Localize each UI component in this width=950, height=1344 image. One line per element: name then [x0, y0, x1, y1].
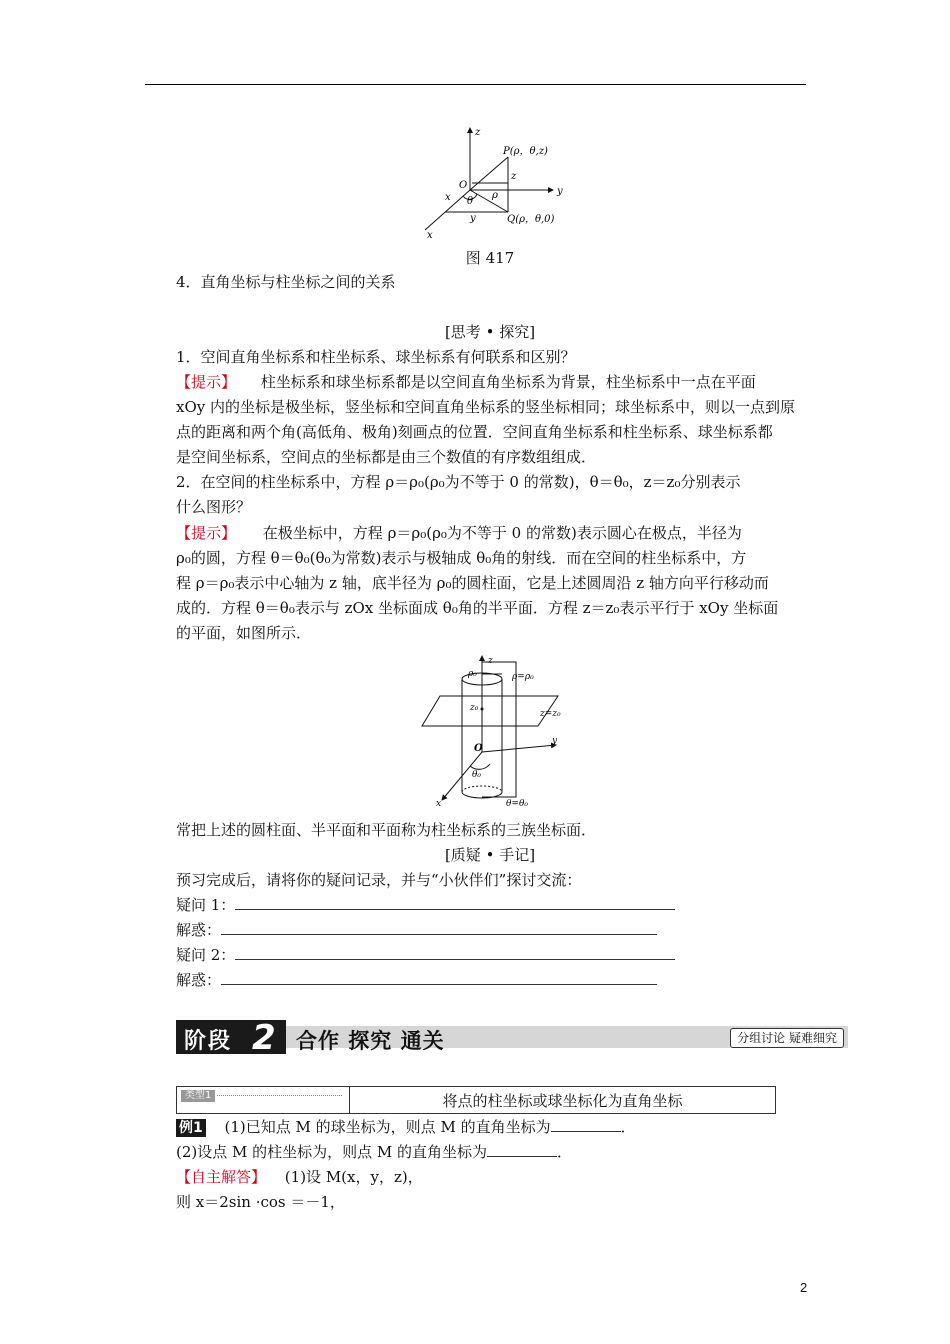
- solution-line-2: 则 x＝2sin ·cos ＝－1，: [176, 1193, 345, 1211]
- stage-label: 阶段: [184, 1029, 233, 1054]
- note-a1-label: 解惑：: [176, 921, 222, 939]
- type-title: 将点的柱坐标或球坐标化为直角坐标: [442, 1092, 683, 1110]
- label-rho: ρ: [492, 190, 498, 201]
- example-text-2: (2)设点 M 的柱坐标为，则点 M 的直角坐标为: [176, 1143, 488, 1161]
- figure-coordinate-surfaces: [420, 652, 580, 808]
- answer-2-line-2: ρ₀的圆，方程 θ＝θ₀(θ₀为常数)表示与极轴成 θ₀角的射线．而在空间的柱坐标系中，方: [176, 549, 747, 567]
- example-label: 例1: [176, 1119, 206, 1137]
- note-answer-2: [176, 970, 657, 990]
- question-1: 1．空间直角坐标系和柱坐标系、球坐标系有何联系和区别？: [176, 348, 576, 366]
- example-line-1: [176, 1117, 636, 1137]
- stage-title: 合作 探究 通关: [296, 1029, 445, 1053]
- note-a2-label: 解惑：: [176, 971, 222, 989]
- question-2-line-1: 2．在空间的柱坐标系中，方程 ρ＝ρ₀(ρ₀为不等于 0 的常数)，θ＝θ₀，z＝z₀分别表示: [176, 473, 741, 491]
- answer-2-line-3: 程 ρ＝ρ₀表示中心轴为 z 轴，底半径为 ρ₀的圆柱面，它是上述圆周沿 z 轴方向平行移动而: [176, 574, 769, 592]
- note-a1-field[interactable]: [221, 920, 657, 935]
- label-o: O: [459, 180, 468, 191]
- answer-1-text: 柱坐标系和球坐标系都是以空间直角坐标系为背景，柱坐标系中一点在平面: [260, 373, 756, 391]
- f2-label-theta0: θ₀: [472, 770, 482, 780]
- label-p: P(ρ，θ,z): [503, 146, 548, 157]
- section4-title: 4．直角坐标与柱坐标之间的关系: [176, 273, 396, 291]
- note-q1-field[interactable]: [235, 895, 675, 910]
- f2-label-z0: z₀: [470, 703, 479, 713]
- page-number: 2: [800, 1280, 808, 1295]
- note-question-1: [176, 895, 675, 915]
- think-heading: [思考 • 探究]: [444, 323, 536, 341]
- example-blank-2[interactable]: [487, 1142, 557, 1157]
- rho-segment: [470, 190, 508, 212]
- note-question-2: [176, 945, 675, 965]
- plane-z0: [422, 696, 558, 726]
- question-2-line-2: 什么图形？: [176, 498, 252, 516]
- op-segment: [470, 157, 508, 190]
- f2-label-o: O: [474, 743, 483, 754]
- f2-label-z-eq: z=z₀: [540, 709, 561, 719]
- label-theta: θ: [467, 196, 474, 207]
- example-line-2: [176, 1142, 572, 1162]
- answer-1-line-1: [176, 372, 756, 392]
- answer-1-line-4: 是空间坐标系，空间点的坐标都是由三个数值的有序数组组成．: [176, 448, 597, 466]
- stage-banner: [176, 1018, 848, 1058]
- f2-label-rho0: ρ₀: [468, 669, 477, 679]
- f2-label-z: z: [488, 656, 493, 666]
- example-end-1: ．: [620, 1118, 636, 1136]
- figure-cylindrical-coordinates: [415, 122, 595, 240]
- label-y: y: [557, 186, 563, 197]
- answer-2-line-1: [176, 523, 742, 543]
- label-z-seg: z: [511, 171, 517, 182]
- answer-2-text: 在极坐标中，方程 ρ＝ρ₀(ρ₀为不等于 0 的常数)表示圆心在极点，半径为: [262, 524, 742, 542]
- note-q2-field[interactable]: [235, 945, 675, 960]
- figure1-caption: 图 417: [465, 249, 515, 267]
- solution-line-1: [176, 1167, 423, 1187]
- example-end-2: ．: [557, 1143, 573, 1161]
- label-x-axis: x: [427, 230, 433, 240]
- three-families: 常把上述的圆柱面、半平面和平面称为柱坐标系的三族坐标面．: [176, 821, 597, 839]
- label-q: Q(ρ，θ,0): [507, 214, 555, 225]
- solution-text-1: (1)设 M(x，y，z)，: [284, 1168, 423, 1186]
- label-z: z: [475, 127, 481, 138]
- note-q2-label: 疑问 2：: [176, 946, 236, 964]
- f2-label-rho-eq: ρ=ρ₀: [512, 672, 534, 682]
- stage-tag: 分组讨论 疑难细究: [730, 1028, 844, 1048]
- label-x: x: [445, 192, 451, 203]
- label-y-seg: y: [470, 213, 476, 224]
- f2-label-theta-eq: θ=θ₀: [506, 799, 528, 808]
- note-a2-field[interactable]: [221, 970, 657, 985]
- stage-number: 2: [252, 1018, 276, 1058]
- f2-label-x: x: [436, 799, 442, 808]
- answer-1-line-3: 点的距离和两个角(高低角、极角)刻画点的位置．空间直角坐标系和柱坐标系、球坐标系都: [176, 423, 773, 441]
- header-rule: [145, 84, 806, 85]
- type-tag: 类型1: [181, 1090, 215, 1102]
- solution-label: 【自主解答】: [176, 1168, 267, 1186]
- hint-label-2: 【提示】: [176, 524, 237, 542]
- answer-2-line-4: 成的．方程 θ＝θ₀表示与 zOx 坐标面成 θ₀角的半平面．方程 z＝z₀表示平行于 xOy 坐标面: [176, 599, 779, 617]
- notes-heading: [质疑 • 手记]: [444, 846, 536, 864]
- answer-1-line-2: xOy 内的坐标是极坐标，竖坐标和空间直角坐标系的竖坐标相同；球坐标系中，则以一点到原: [176, 398, 796, 416]
- f2-label-y: y: [552, 736, 558, 746]
- example-text-1: (1)已知点 M 的球坐标为，则点 M 的直角坐标为: [224, 1118, 551, 1136]
- example-blank-1[interactable]: [551, 1117, 621, 1132]
- note-q1-label: 疑问 1：: [176, 896, 236, 914]
- type-box: [176, 1086, 776, 1114]
- answer-2-line-5: 的平面，如图所示．: [176, 624, 312, 642]
- hint-label: 【提示】: [176, 373, 237, 391]
- notes-intro: 预习完成后，请将你的疑问记录，并与“小伙伴们”探讨交流：: [176, 871, 582, 889]
- note-answer-1: [176, 920, 657, 940]
